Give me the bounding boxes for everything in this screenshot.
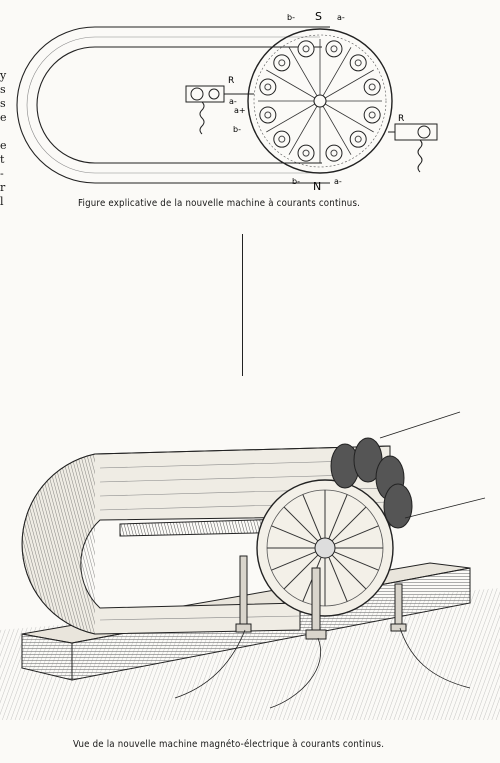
coil-bobbin: [326, 41, 342, 57]
label-north: N: [313, 180, 322, 193]
coil-bobbin: [260, 107, 276, 123]
top-figure-caption: Figure explicative de la nouvelle machine à courants continus.: [78, 198, 361, 209]
text-fragment: l: [0, 195, 4, 208]
text-fragment: y: [0, 69, 7, 82]
text-fragment: r: [0, 181, 6, 194]
coil-bobbin: [364, 79, 380, 95]
coil-bobbin: [298, 145, 314, 161]
label-r-right: R: [398, 114, 405, 124]
label-r-left: R: [228, 76, 235, 86]
text-fragment: e: [0, 139, 7, 152]
text-fragment: s: [0, 97, 6, 110]
label-b-minus-top: b-: [287, 13, 295, 22]
machine-engraving: [0, 398, 500, 720]
text-fragment: t: [0, 153, 5, 166]
label-b-minus-left: b-: [233, 125, 241, 134]
text-fragment: e: [0, 111, 7, 124]
coil-bobbin: [350, 131, 366, 147]
column-divider: [242, 234, 243, 376]
text-fragment: -: [0, 167, 4, 180]
explanatory-diagram: [0, 0, 500, 205]
coil-bobbin: [350, 55, 366, 71]
label-a-minus-left: a-: [229, 97, 237, 106]
coil-bobbin: [298, 41, 314, 57]
label-a-minus-bottom: a-: [334, 177, 342, 186]
label-a-minus-top: a-: [337, 13, 345, 22]
machine-schematic: [0, 0, 500, 205]
coil-bobbin: [364, 107, 380, 123]
bottom-figure-caption: Vue de la nouvelle machine magnéto-électrique à courants continus.: [73, 739, 385, 750]
coil-bobbin: [274, 55, 290, 71]
coil-bobbin: [326, 145, 342, 161]
coil-bobbin: [274, 131, 290, 147]
label-b-minus-bottom: b-: [292, 177, 300, 186]
coil-bobbin: [260, 79, 276, 95]
magneto-machine-illustration: [0, 398, 500, 720]
text-fragment: s: [0, 83, 6, 96]
label-a-plus: a+: [234, 106, 246, 115]
label-south: S: [315, 10, 322, 23]
